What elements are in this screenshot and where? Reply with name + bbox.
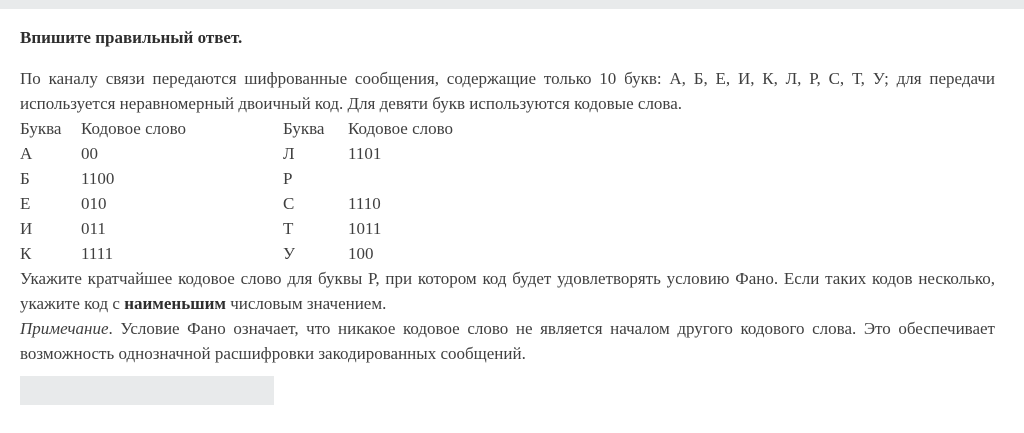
question-text-part2: числовым значением. bbox=[225, 294, 387, 313]
task-title: Впишите правильный ответ. bbox=[20, 28, 243, 47]
code-cell: 1101 bbox=[348, 144, 382, 163]
code-cell: 00 bbox=[81, 144, 98, 163]
header-code-left: Кодовое слово bbox=[81, 119, 187, 138]
header-code-right: Кодовое слово bbox=[348, 119, 454, 138]
note-label: Примечание bbox=[20, 319, 109, 338]
question-text-part1: Укажите кратчайшее кодовое слово для буквы Р, при котором код будет удовлетворять условию Фано. Если таких кодов несколько, укажите код с bbox=[20, 269, 995, 313]
table-row bbox=[20, 166, 498, 191]
code-cell bbox=[348, 166, 498, 191]
letter-cell: У bbox=[283, 244, 296, 263]
table-header-row bbox=[20, 116, 498, 141]
table-row bbox=[20, 141, 498, 166]
top-bar bbox=[0, 0, 1024, 9]
code-cell: 100 bbox=[348, 244, 374, 263]
table-row bbox=[20, 216, 498, 241]
code-cell: 1100 bbox=[81, 169, 115, 188]
letter-cell: А bbox=[20, 144, 33, 163]
letter-cell: С bbox=[283, 194, 295, 213]
letter-cell: Р bbox=[283, 169, 293, 188]
letter-cell: Т bbox=[283, 219, 294, 238]
table-row bbox=[20, 241, 498, 266]
code-cell: 1110 bbox=[348, 194, 381, 213]
letter-cell: Е bbox=[20, 194, 31, 213]
task-content bbox=[20, 25, 1000, 366]
letter-cell: И bbox=[20, 219, 33, 238]
code-cell: 010 bbox=[81, 194, 107, 213]
letter-cell: Л bbox=[283, 144, 295, 163]
header-letter-left: Буква bbox=[20, 119, 62, 138]
task-intro: По каналу связи передаются шифрованные сообщения, содержащие только 10 букв: А, Б, Е, И, К, Л, Р, С, Т, У; для передачи используется неравномерный двоичный код. Для девяти букв используются кодовые слова. bbox=[20, 69, 995, 113]
code-cell: 1011 bbox=[348, 219, 382, 238]
question-emphasis: наименьшим bbox=[124, 294, 226, 313]
note-text: . Условие Фано означает, что никакое кодовое слово не является началом другого кодового слова. Это обеспечивает возможность однозначной расшифровки закодированных сообщений. bbox=[20, 319, 995, 363]
letter-cell: К bbox=[20, 244, 32, 263]
task-note bbox=[20, 316, 995, 366]
code-cell: 1111 bbox=[81, 244, 114, 263]
answer-input[interactable] bbox=[20, 376, 274, 405]
letter-cell: Б bbox=[20, 169, 30, 188]
code-cell: 011 bbox=[81, 219, 106, 238]
code-table bbox=[20, 116, 498, 266]
task-question bbox=[20, 266, 995, 316]
table-row bbox=[20, 191, 498, 216]
header-letter-right: Буква bbox=[283, 119, 325, 138]
